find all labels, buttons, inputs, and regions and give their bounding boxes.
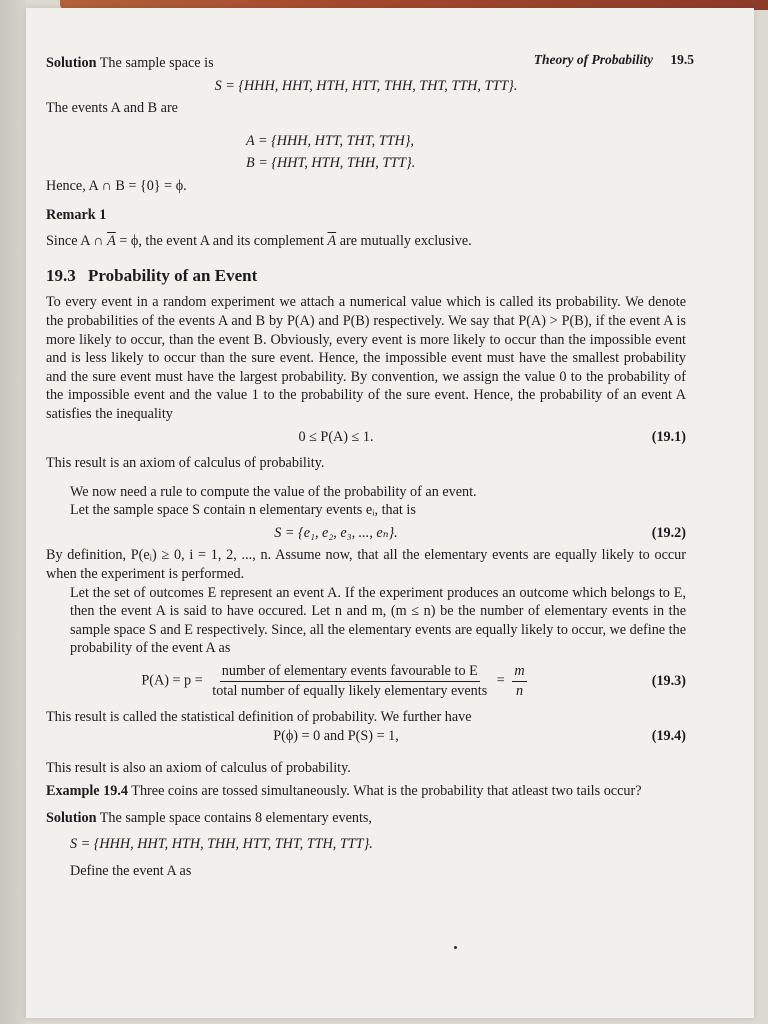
- remark-prefix: Since A ∩: [46, 233, 108, 250]
- remark-a-complement-2: $\overline{A}$: [327, 233, 337, 250]
- equation-19-2: [46, 524, 686, 543]
- equation-19-4-body: P(ϕ) = 0 and P(S) = 1,: [273, 727, 399, 744]
- axiom-statement-2: This result is also an axiom of calculus of probability.: [46, 760, 351, 777]
- equation-19-3-body: [46, 662, 626, 700]
- example-solution-label: Solution: [46, 809, 97, 826]
- event-a-set: A = {HHH, HTT, THT, TTH},: [246, 132, 414, 149]
- speck-mark: [454, 946, 457, 949]
- ratio-denominator: n: [515, 682, 524, 699]
- solution-line: [46, 54, 686, 73]
- intersection-result: Hence, A ∩ B = {0} = ϕ.: [46, 177, 187, 194]
- statistical-definition: This result is called the statistical definition of probability. We further have: [46, 709, 472, 726]
- equation-19-1: [46, 428, 686, 447]
- ratio-numerator: m: [512, 662, 526, 682]
- section-paragraph-4: Let the set of outcomes E represent an event A. If the experiment produces an outcome which belongs to E, then the event A is said to have occured. Let n and m, (m ≤ n) be the number of elementary events in the sample space S and E respectively. Since, all the elementary events are equally likely to occur, we define the probability of the event A as: [70, 584, 686, 657]
- page-content: [46, 54, 686, 880]
- equation-19-3-equals: =: [496, 672, 505, 689]
- section-paragraph-1: To every event in a random experiment we attach a numerical value which is called its probability. We denote the probabilities of the events A and B by P(A) and P(B) respectively. We say that P(A) > P(B), if the event A is more likely to occur, than the event B. Obviously, every event is more likely to occur than the impossible event and is less likely to occur than the sure event. Hence, the impossible event must have the smallest probability and the sure event must have the largest probability. By convention, we assign the value 0 to the probability of the impossible event and the value 1 to the probability of the sure event. Hence, the probability of an event A satisfies the inequality: [46, 294, 686, 422]
- header-title: Theory of Probability: [533, 52, 653, 67]
- event-b-set: B = {HHT, HTH, THH, TTT}.: [246, 155, 416, 172]
- example-label: Example 19.4: [46, 783, 128, 799]
- section-title: Probability of an Event: [88, 265, 258, 285]
- example-define-event: Define the event A as: [70, 862, 192, 879]
- events-intro: The events A and B are: [46, 100, 178, 117]
- sample-space-equation: S = {HHH, HHT, HTH, HTT, THH, THT, TTH, TTT}.: [214, 77, 518, 94]
- remark-title: Remark 1: [46, 206, 107, 223]
- solution-text: The sample space is: [99, 55, 214, 71]
- remark-text: [46, 232, 686, 251]
- solution-label: Solution: [46, 55, 97, 71]
- equation-19-2-number: (19.2): [651, 524, 686, 541]
- book-page: [26, 8, 754, 1018]
- section-heading: [46, 267, 686, 286]
- example-sample-space: S = {HHH, HHT, HTH, THH, HTT, THT, TTH, TTT}.: [70, 836, 373, 853]
- page-number: 19.5: [670, 52, 694, 67]
- example-text: Three coins are tossed simultaneously. What is the probability that atleast two tails occur?: [131, 783, 642, 799]
- remark-a-complement: $\overline{A}$: [107, 233, 116, 250]
- example-solution: [46, 809, 686, 828]
- equation-19-3: [46, 662, 686, 700]
- equation-19-1-number: (19.1): [651, 428, 686, 445]
- equation-19-3-fraction: [210, 662, 489, 700]
- equation-19-3-ratio: [512, 662, 526, 700]
- remark-suffix: are mutually exclusive.: [336, 233, 472, 250]
- axiom-statement-1: This result is an axiom of calculus of probability.: [46, 455, 325, 472]
- equation-19-2-body: S = {e₁, e₂, e₃, ..., eₙ}.: [274, 524, 398, 541]
- equation-19-4-number: (19.4): [651, 727, 686, 744]
- section-paragraph-2a: We now need a rule to compute the value of the probability of an event.: [70, 483, 477, 500]
- equation-19-3-number: (19.3): [651, 672, 686, 689]
- equation-19-4: [46, 727, 686, 746]
- section-number: 19.3: [46, 265, 76, 285]
- equation-19-3-lhs: P(A) = p =: [141, 672, 203, 689]
- binding-shadow: [0, 0, 26, 1024]
- example-statement: [46, 782, 686, 801]
- section-paragraph-3: By definition, P(eᵢ) ≥ 0, i = 1, 2, ..., n. Assume now, that all the elementary events are equally likely to occur when the experiment is performed.: [46, 547, 686, 583]
- fraction-denominator: total number of equally likely elementary events: [212, 682, 488, 699]
- remark-mid: = ϕ, the event A and its complement: [115, 233, 328, 250]
- example-solution-text: The sample space contains 8 elementary events,: [99, 809, 372, 826]
- fraction-numerator: number of elementary events favourable to E: [220, 662, 480, 682]
- equation-19-1-body: 0 ≤ P(A) ≤ 1.: [298, 428, 374, 445]
- section-paragraph-2b: Let the sample space S contain n elementary events eᵢ, that is: [70, 502, 416, 519]
